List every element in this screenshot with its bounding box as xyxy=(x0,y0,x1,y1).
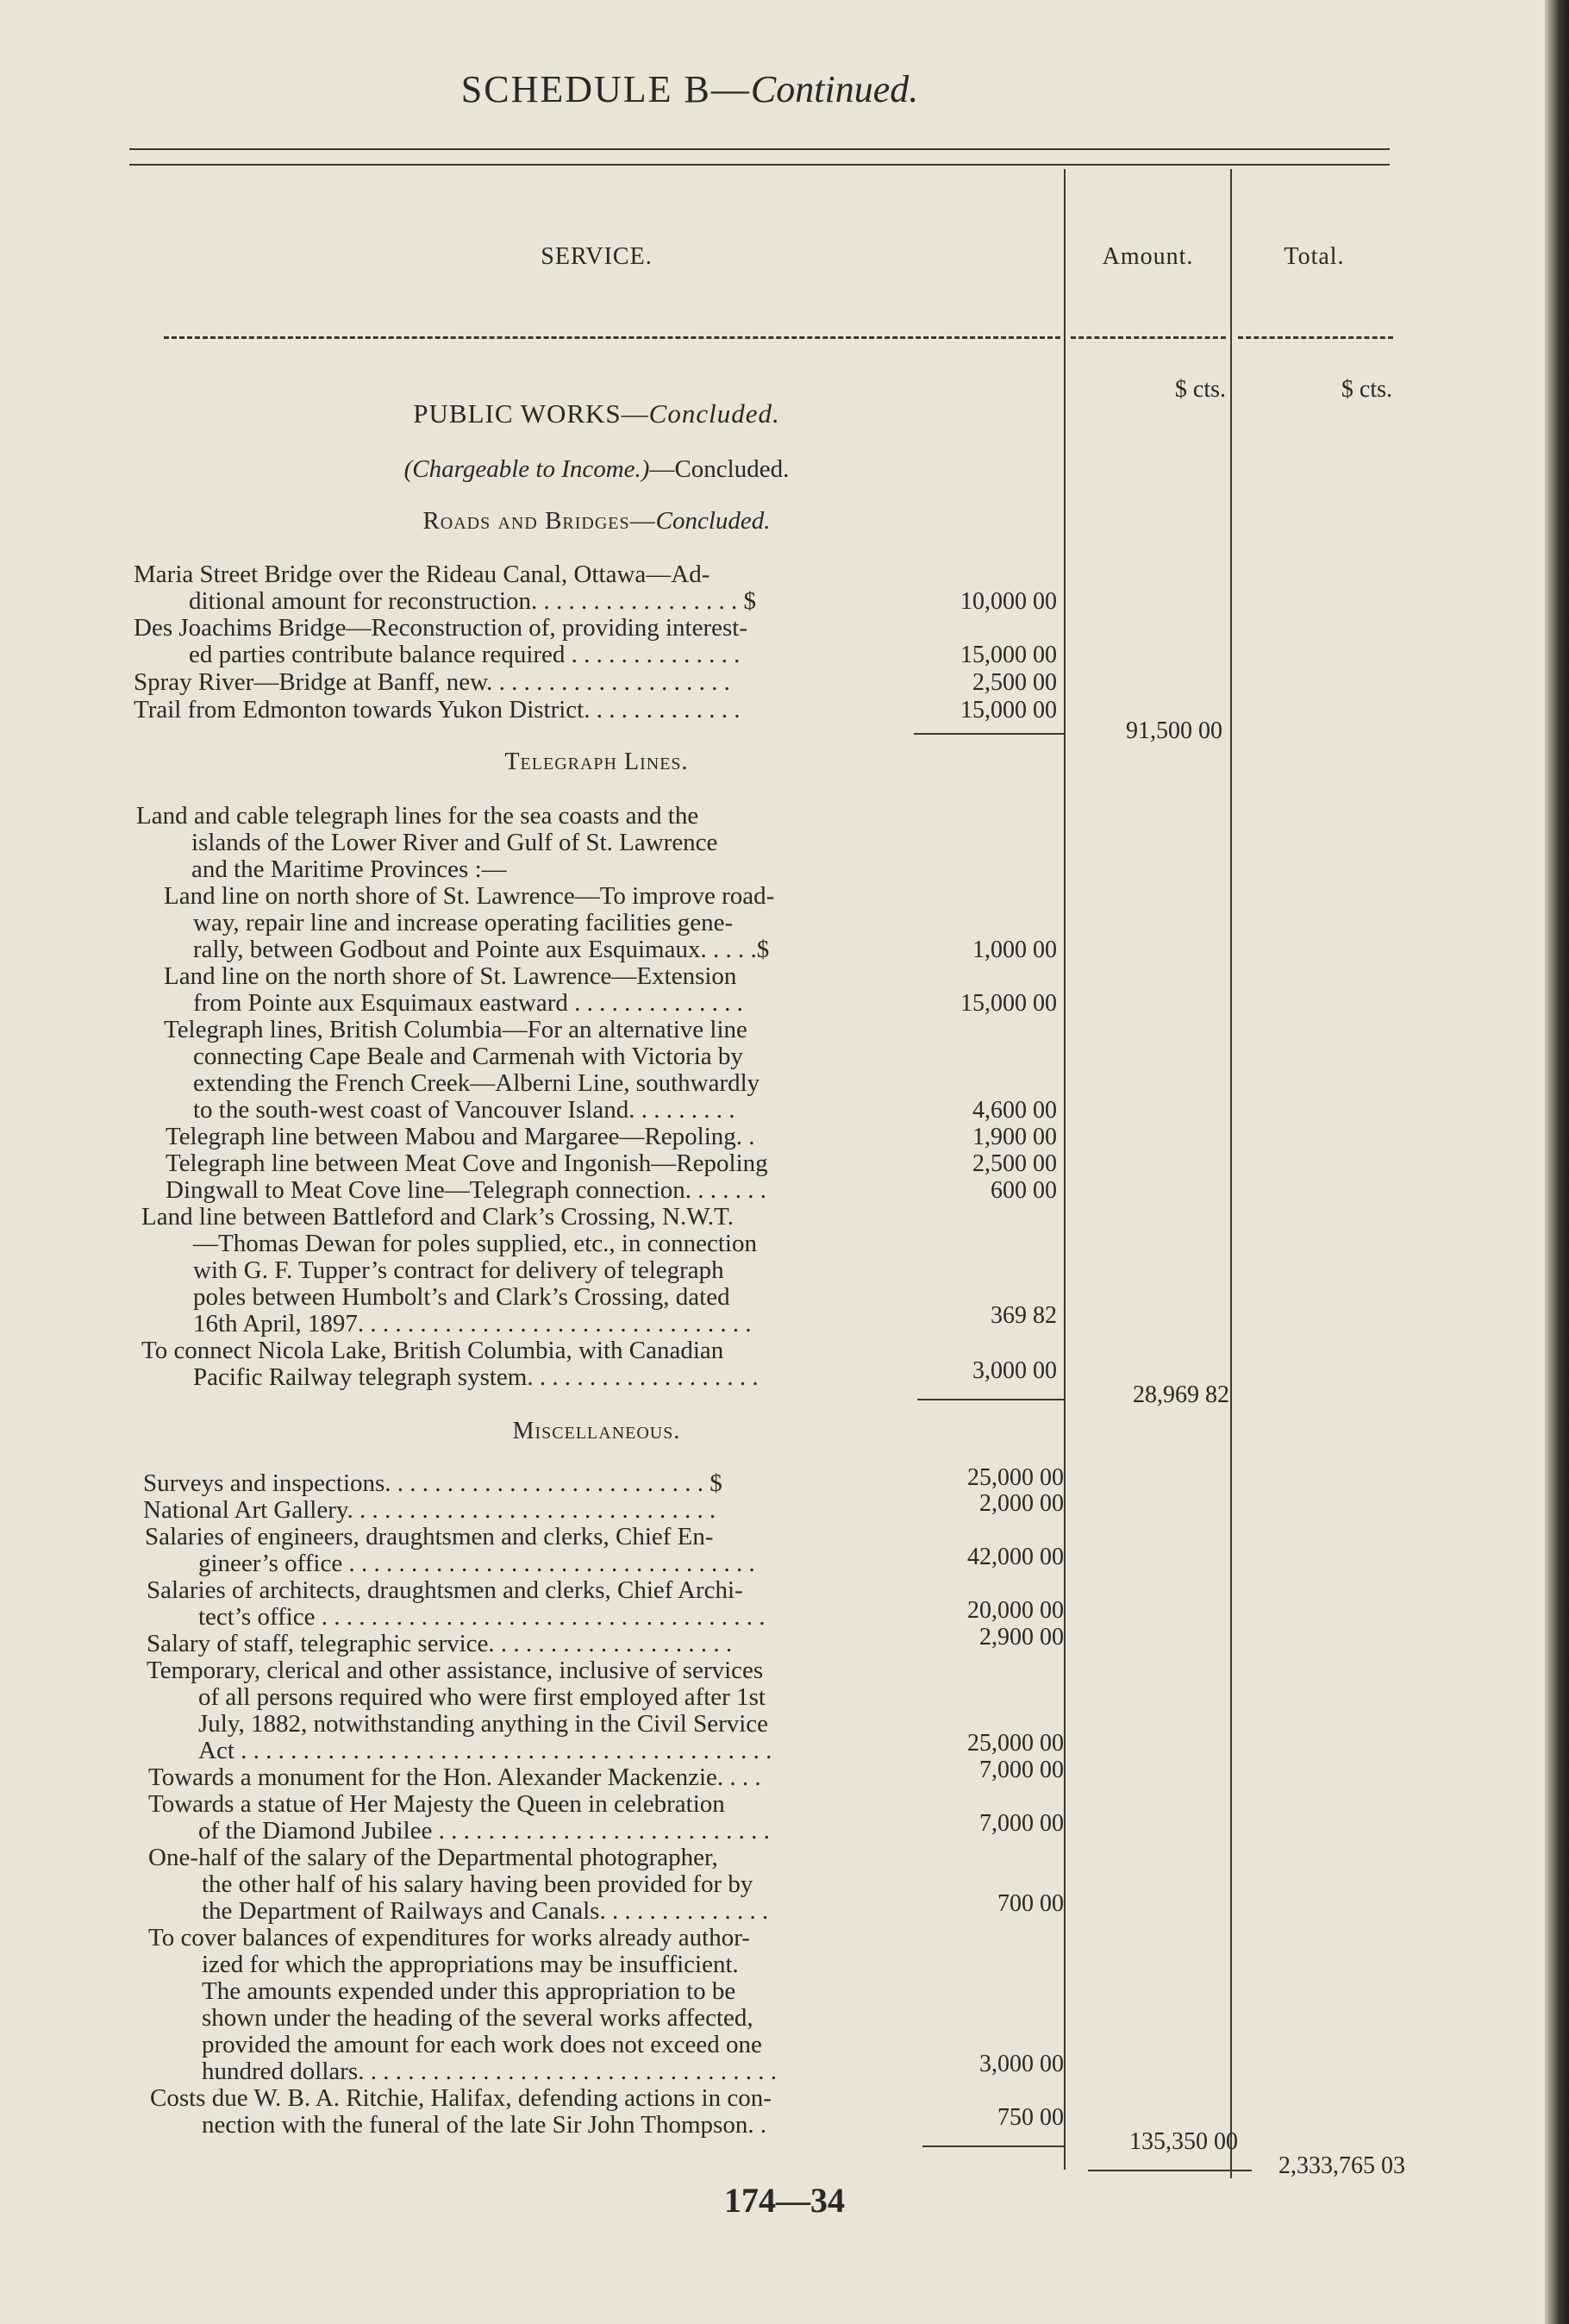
item-line: Spray River—Bridge at Banff, new. . . . . . . . . . . . . . . . . . . . xyxy=(134,668,730,696)
column-header-amount: Amount. xyxy=(1102,243,1194,270)
item-line: gineer’s office . . . . . . . . . . . . . . . . . . . . . . . . . . . . . . . . . xyxy=(198,1550,755,1577)
item-line: hundred dollars. . . . . . . . . . . . . . . . . . . . . . . . . . . . . . . . . . xyxy=(202,2058,777,2085)
item-line: Maria Street Bridge over the Rideau Canal, Ottawa—Ad- xyxy=(134,561,710,588)
section-heading-misc: Miscellaneous. xyxy=(512,1418,681,1444)
item-line: Dingwall to Meat Cove line—Telegraph connection. . . . . . . xyxy=(166,1176,767,1204)
item-line: islands of the Lower River and Gulf of St. Lawrence xyxy=(191,829,718,856)
amount-value: 3,000 00 xyxy=(972,1357,1057,1384)
amount-value: 25,000 00 xyxy=(967,1730,1064,1757)
amount-value: 600 00 xyxy=(991,1177,1057,1204)
item-line: Salaries of architects, draughtsmen and clerks, Chief Archi- xyxy=(147,1576,743,1604)
item-line: 16th April, 1897. . . . . . . . . . . . . . . . . . . . . . . . . . . . . . . . xyxy=(193,1310,752,1337)
page-number: 174—34 xyxy=(724,2181,845,2220)
item-line: Temporary, clerical and other assistance, inclusive of services xyxy=(147,1657,764,1684)
item-line: —Thomas Dewan for poles supplied, etc., in connection xyxy=(193,1230,757,1257)
amount-value: 7,000 00 xyxy=(979,1810,1064,1837)
item-line: To connect Nicola Lake, British Columbia, with Canadian xyxy=(141,1337,724,1364)
item-line: of the Diamond Jubilee . . . . . . . . . . . . . . . . . . . . . . . . . . . xyxy=(198,1817,770,1845)
total-value-roads: 91,500 00 xyxy=(1126,717,1222,744)
grand-total-value: 2,333,765 03 xyxy=(1278,2152,1405,2179)
item-line: ed parties contribute balance required . . . . . . . . . . . . . . xyxy=(189,641,741,668)
amount-value: 1,900 00 xyxy=(972,1124,1057,1150)
section-heading-public-works: PUBLIC WORKS—Concluded. xyxy=(413,398,780,429)
item-line: Telegraph lines, British Columbia—For an alternative line xyxy=(164,1016,747,1043)
section-heading-telegraph: Telegraph Lines. xyxy=(504,749,689,775)
amount-value: 2,900 00 xyxy=(979,1624,1064,1651)
heading-rule xyxy=(1071,336,1226,339)
item-line: to the south-west coast of Vancouver Island. . . . . . . . . xyxy=(193,1096,735,1124)
item-line: nection with the funeral of the late Sir John Thompson. . xyxy=(202,2111,767,2139)
amount-value: 750 00 xyxy=(997,2104,1064,2131)
amount-value: 42,000 00 xyxy=(967,1544,1064,1570)
amount-value: 20,000 00 xyxy=(967,1597,1064,1624)
item-line: provided the amount for each work does not exceed one xyxy=(202,2031,762,2058)
column-header-total: Total. xyxy=(1284,243,1345,270)
item-line: Towards a statue of Her Majesty the Queen in celebration xyxy=(148,1790,725,1818)
page-title: SCHEDULE B—Continued. xyxy=(460,68,919,110)
item-line: Pacific Railway telegraph system. . . . . . . . . . . . . . . . . . . xyxy=(193,1363,759,1391)
item-line: way, repair line and increase operating facilities gene- xyxy=(193,909,734,936)
item-line: with G. F. Tupper’s contract for delivery of telegraph xyxy=(193,1256,724,1284)
amount-value: 7,000 00 xyxy=(979,1757,1064,1783)
section-subheading-chargeable: (Chargeable to Income.)—Concluded. xyxy=(403,455,790,483)
subtotal-rule xyxy=(917,1399,1064,1400)
amount-value: 10,000 00 xyxy=(960,588,1057,615)
amount-value: 15,000 00 xyxy=(960,642,1057,668)
item-line: rally, between Godbout and Pointe aux Esquimaux. . . . .$ xyxy=(193,936,770,963)
total-value-misc: 135,350 00 xyxy=(1129,2128,1238,2155)
amount-value: 2,500 00 xyxy=(972,669,1057,696)
subtotal-rule xyxy=(914,733,1064,735)
item-line: shown under the heading of the several works affected, xyxy=(202,2004,753,2032)
amount-value: 25,000 00 xyxy=(967,1464,1064,1491)
item-line: ized for which the appropriations may be insufficient. xyxy=(202,1951,739,1978)
amount-value: 15,000 00 xyxy=(960,697,1057,724)
heading-rule xyxy=(164,336,1060,339)
item-line: poles between Humbolt’s and Clark’s Crossing, dated xyxy=(193,1283,730,1311)
item-line: the other half of his salary having been provided for by xyxy=(202,1870,753,1898)
item-line: connecting Cape Beale and Carmenah with Victoria by xyxy=(193,1043,743,1070)
item-line: tect’s office . . . . . . . . . . . . . . . . . . . . . . . . . . . . . . . . . . . . xyxy=(198,1603,766,1631)
heading-rule xyxy=(1238,336,1393,339)
column-divider xyxy=(1230,169,1232,2178)
item-line: One-half of the salary of the Departmental photographer, xyxy=(148,1844,718,1871)
amount-units: $ cts. xyxy=(1174,376,1226,403)
item-line: National Art Gallery. . . . . . . . . . . . . . . . . . . . . . . . . . . . . . xyxy=(143,1496,716,1524)
item-line: of all persons required who were first employed after 1st xyxy=(198,1683,766,1711)
item-line: Salary of staff, telegraphic service. . . . . . . . . . . . . . . . . . . . xyxy=(147,1630,733,1657)
top-rule xyxy=(129,148,1390,150)
item-line: Des Joachims Bridge—Reconstruction of, providing interest- xyxy=(134,614,747,642)
amount-value: 15,000 00 xyxy=(960,990,1057,1017)
item-line: July, 1882, notwithstanding anything in the Civil Service xyxy=(198,1710,769,1738)
item-line: extending the French Creek—Alberni Line, southwardly xyxy=(193,1069,760,1097)
item-line: To cover balances of expenditures for works already author- xyxy=(148,1924,750,1951)
item-line: Telegraph line between Meat Cove and Ingonish—Repoling xyxy=(166,1149,768,1177)
item-line: Surveys and inspections. . . . . . . . . . . . . . . . . . . . . . . . . . $ xyxy=(143,1469,722,1497)
amount-value: 1,000 00 xyxy=(972,936,1057,963)
amount-value: 3,000 00 xyxy=(979,2051,1064,2077)
item-line: from Pointe aux Esquimaux eastward . . . . . . . . . . . . . . xyxy=(193,989,743,1017)
amount-value: 2,500 00 xyxy=(972,1150,1057,1177)
item-line: and the Maritime Provinces :— xyxy=(191,855,507,883)
amount-value: 369 82 xyxy=(991,1302,1057,1329)
column-header-service: SERVICE. xyxy=(541,243,653,270)
item-line: ditional amount for reconstruction. . . . . . . . . . . . . . . . . $ xyxy=(189,587,757,615)
item-line: Land line on the north shore of St. Lawrence—Extension xyxy=(164,962,737,990)
item-line: Land line on north shore of St. Lawrence—To improve road- xyxy=(164,882,775,910)
subtotal-rule xyxy=(922,2145,1064,2147)
total-value-telegraph: 28,969 82 xyxy=(1133,1381,1229,1408)
amount-value: 700 00 xyxy=(997,1890,1064,1917)
total-rule xyxy=(1088,2170,1252,2171)
item-line: Towards a monument for the Hon. Alexander Mackenzie. . . . xyxy=(148,1763,761,1791)
item-line: Costs due W. B. A. Ritchie, Halifax, defending actions in con- xyxy=(150,2084,772,2112)
top-rule xyxy=(129,164,1390,166)
item-line: Trail from Edmonton towards Yukon District. . . . . . . . . . . . . xyxy=(134,696,741,724)
amount-value: 2,000 00 xyxy=(979,1490,1064,1517)
total-units: $ cts. xyxy=(1341,376,1392,403)
item-line: the Department of Railways and Canals. . . . . . . . . . . . . . xyxy=(202,1897,769,1925)
item-line: Land line between Battleford and Clark’s Crossing, N.W.T. xyxy=(141,1203,734,1231)
item-line: The amounts expended under this appropriation to be xyxy=(202,1977,736,2005)
item-line: Land and cable telegraph lines for the sea coasts and the xyxy=(136,802,699,830)
section-heading-roads: Roads and Bridges—Concluded. xyxy=(422,507,771,535)
column-divider xyxy=(1064,169,1066,2170)
page-edge-shadow xyxy=(1545,0,1569,2324)
item-line: Act . . . . . . . . . . . . . . . . . . . . . . . . . . . . . . . . . . . . . . . . . . . xyxy=(198,1737,772,1764)
amount-value: 4,600 00 xyxy=(972,1097,1057,1124)
item-line: Telegraph line between Mabou and Margaree—Repoling. . xyxy=(166,1123,755,1150)
item-line: Salaries of engineers, draughtsmen and clerks, Chief En- xyxy=(145,1523,714,1550)
